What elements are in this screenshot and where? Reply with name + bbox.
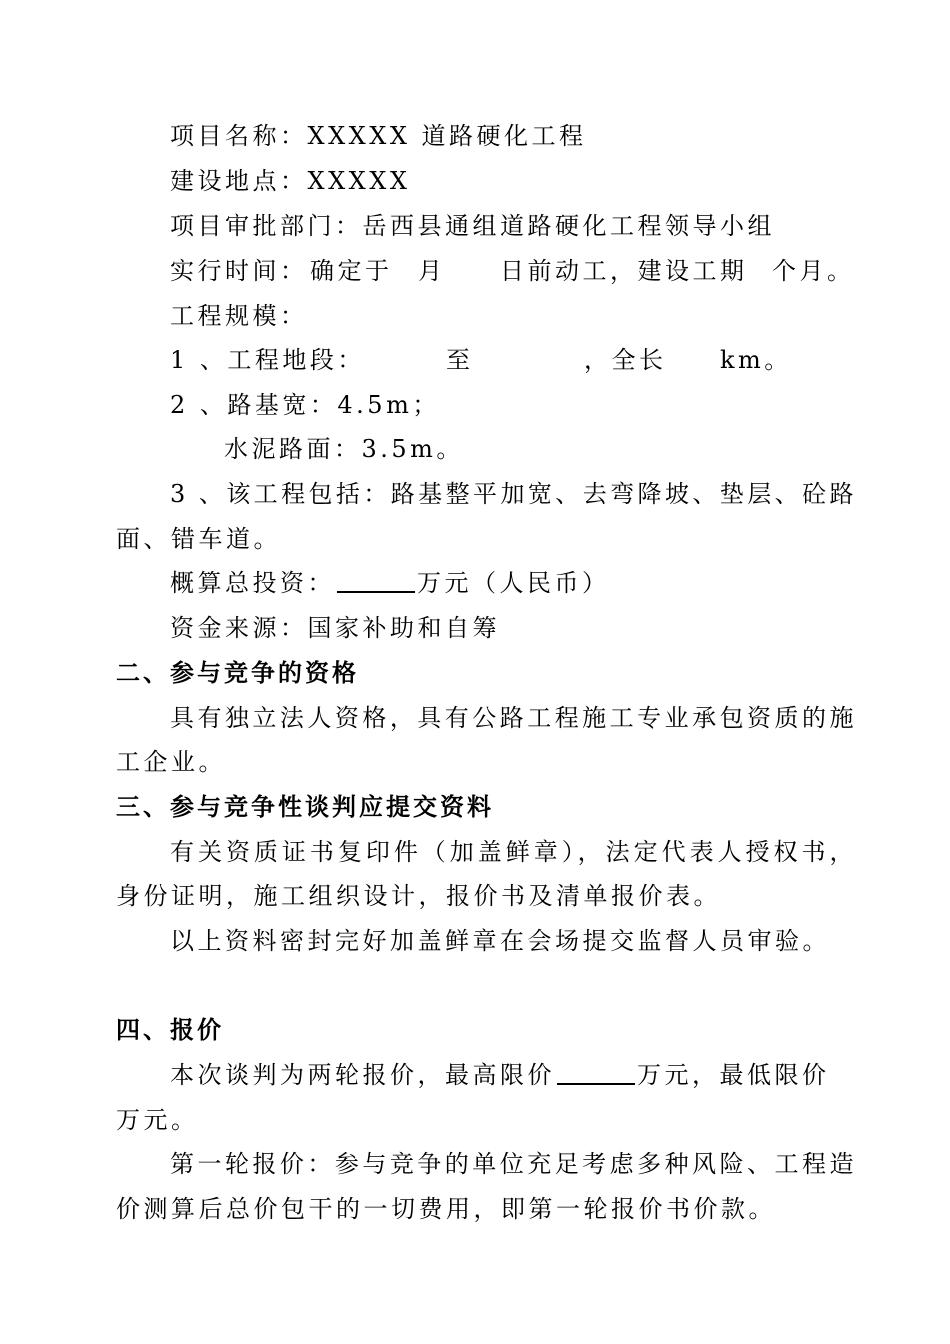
scale-line xyxy=(170,298,930,334)
project-name-line xyxy=(170,118,930,154)
schedule-part2: 月 xyxy=(418,257,446,285)
investment-blank xyxy=(337,565,415,593)
scale-item1-unit: km。 xyxy=(720,346,792,374)
schedule-part1: 确定于 xyxy=(310,257,393,285)
investment-unit: 万元（人民币） xyxy=(417,569,610,597)
section4-heading: 四、报价 xyxy=(116,1015,224,1044)
schedule-line xyxy=(170,253,930,289)
section3-heading: 三、参与竞争性谈判应提交资料 xyxy=(116,792,494,821)
scale-item1-total: ，全长 xyxy=(584,346,667,374)
approval-value: 岳西县通组道路硬化工程领导小组 xyxy=(362,212,775,240)
section4-para2-line2: 价测算后总价包干的一切费用，即第一轮报价书价款。 xyxy=(116,1195,776,1223)
scale-item3-line2: 面、错车道。 xyxy=(116,525,281,553)
section4-para1-part1: 本次谈判为两轮报价，最高限价 xyxy=(170,1061,555,1089)
scale-item1-line xyxy=(170,342,930,378)
section4-para1-part2: 万元，最低限价 xyxy=(637,1061,830,1089)
section4-para1-line1 xyxy=(170,1057,930,1093)
approval-label: 项目审批部门： xyxy=(170,212,363,240)
funding-value: 国家补助和自筹 xyxy=(307,614,500,642)
project-name-value: XXXXX 道路硬化工程 xyxy=(307,122,587,150)
scale-item3-line1: 3 、该工程包括：路基整平加宽、去弯降坡、垫层、砼路 xyxy=(170,480,856,508)
funding-label: 资金来源： xyxy=(170,614,308,642)
section2-para-line1: 具有独立法人资格，具有公路工程施工专业承包资质的施 xyxy=(170,704,856,732)
scale-label: 工程规模： xyxy=(170,302,308,330)
section3-para1-line2: 身份证明，施工组织设计，报价书及清单报价表。 xyxy=(116,882,721,910)
scale-item2-line xyxy=(170,387,930,423)
scale-item2-value: 4.5m； xyxy=(337,391,440,419)
scale-item1-label: 1 、工程地段： xyxy=(170,346,365,374)
max-price-blank xyxy=(557,1057,635,1085)
project-name-label: 项目名称： xyxy=(170,122,308,150)
section4-para1-line2: 万元。 xyxy=(116,1106,199,1134)
scale-item2-label: 2 、路基宽： xyxy=(170,391,338,419)
location-label: 建设地点： xyxy=(170,167,308,195)
schedule-label: 实行时间： xyxy=(170,257,308,285)
scale-item2b-line xyxy=(224,431,950,467)
section3-para2: 以上资料密封完好加盖鲜章在会场提交监督人员审验。 xyxy=(170,927,830,955)
funding-line xyxy=(170,610,930,646)
scale-item2b-label: 水泥路面： xyxy=(224,435,362,463)
section4-para2-line1: 第一轮报价：参与竞争的单位充足考虑多种风险、工程造 xyxy=(170,1150,856,1178)
approval-line xyxy=(170,208,930,244)
location-value: XXXXX xyxy=(307,167,411,195)
section2-para-line2: 工企业。 xyxy=(116,748,226,776)
schedule-part3: 日前动工，建设工期 xyxy=(500,257,748,285)
section3-para1-line1: 有关资质证书复印件（加盖鲜章），法定代表人授权书， xyxy=(170,838,856,866)
scale-item1-to: 至 xyxy=(446,346,474,374)
scale-item2b-value: 3.5m。 xyxy=(361,435,464,463)
schedule-part4: 个月。 xyxy=(772,257,855,285)
section2-heading: 二、参与竞争的资格 xyxy=(116,658,359,687)
investment-line xyxy=(170,565,930,601)
investment-label: 概算总投资： xyxy=(170,569,335,597)
location-line xyxy=(170,163,930,199)
